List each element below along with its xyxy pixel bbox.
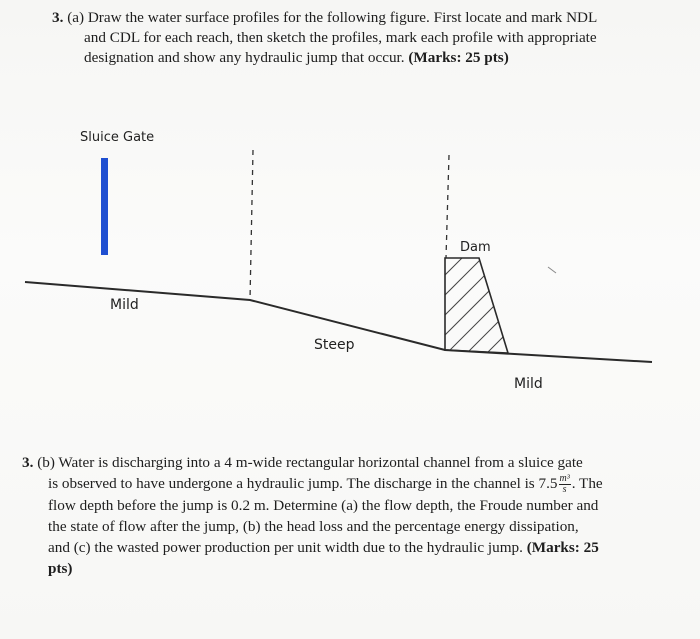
question-number: 3. [22, 454, 34, 471]
reach-3-label: Mild [514, 376, 543, 392]
dam-label: Dam [460, 240, 491, 255]
question-3b-text-3: flow depth before the jump is 0.2 m. Determine (a) the flow depth, the Froude number and [48, 497, 599, 515]
question-3b-text-1: (b) Water is discharging into a 4 m-wide rectangular horizontal channel from a sluice gate [37, 454, 583, 471]
question-3b-line2 [22, 473, 672, 495]
question-3b-line1 [22, 452, 672, 473]
question-3a-text-2: and CDL for each reach, then sketch the profiles, mark each profile with appropriate [84, 29, 597, 46]
question-3b-text-4: the state of flow after the jump, (b) the head loss and the percentage energy dissipation, [48, 518, 579, 536]
question-3b-marks-end: pts) [48, 560, 73, 578]
discharge-unit [559, 474, 571, 495]
sluice-gate [101, 158, 108, 255]
question-3b-marks: (Marks: 25 [526, 539, 599, 557]
reach-1-label: Mild [110, 297, 139, 313]
sluice-gate-label: Sluice Gate [80, 130, 155, 145]
stray-mark [548, 267, 556, 273]
question-3b-line5 [22, 537, 672, 558]
reach-2-label: Steep [314, 337, 355, 353]
question-number: 3. [52, 9, 64, 26]
question-3b-text-2b: . The [571, 475, 603, 492]
question-3a-text-1: (a) Draw the water surface profiles for the following figure. First locate and mark NDL [67, 9, 598, 26]
question-3b-text-2: is observed to have undergone a hydraulic jump. The discharge in the channel is 7.5 [48, 475, 558, 492]
discharge-unit-numerator: m³ [559, 473, 570, 485]
question-3b [22, 452, 672, 579]
question-3a-marks: (Marks: 25 pts) [408, 49, 509, 66]
question-3a-text-3: designation and show any hydraulic jump that occur. [84, 49, 405, 66]
question-3b-text-5: and (c) the wasted power production per unit width due to the hydraulic jump. [48, 539, 523, 557]
discharge-unit-denominator: s [562, 484, 567, 496]
reach-break-2 [446, 155, 449, 258]
reach-break-1 [250, 150, 253, 300]
